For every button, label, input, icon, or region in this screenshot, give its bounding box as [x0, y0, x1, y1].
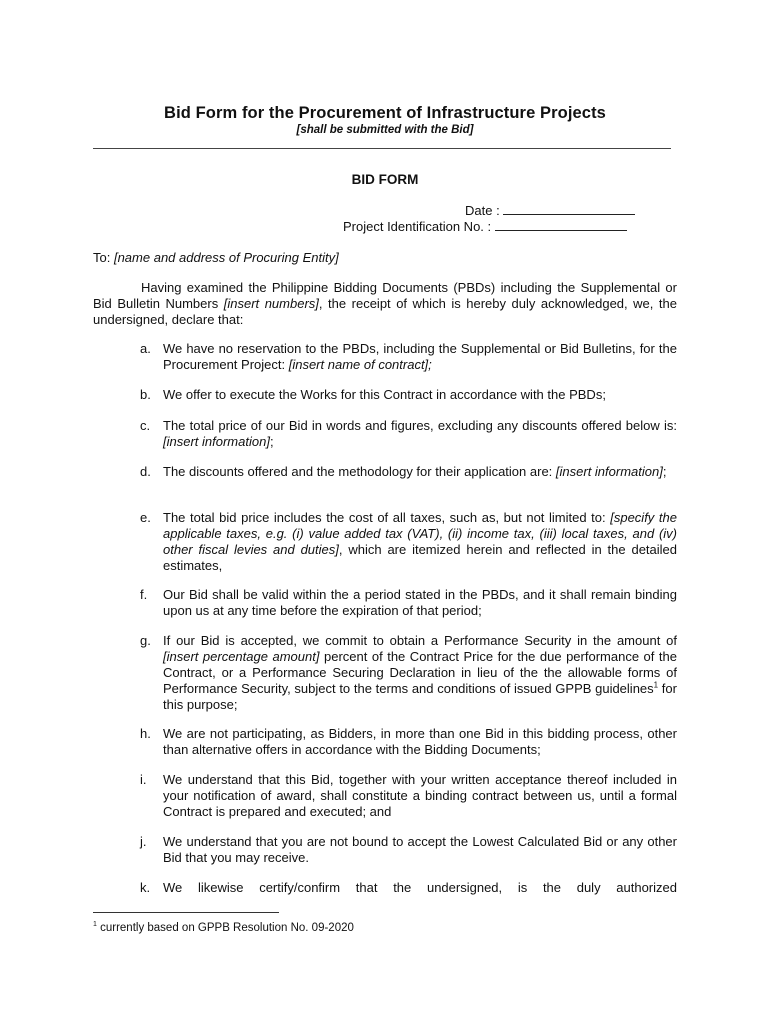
form-heading: BID FORM	[351, 172, 419, 187]
list-marker: i.	[140, 772, 147, 787]
item-placeholder: [specify the applicable taxes, e.g. (i) value added tax (VAT), (ii) income tax, (iii) local taxes, and (iv) other fiscal levies and duties]	[163, 510, 677, 557]
intro-placeholder: [insert numbers]	[223, 296, 319, 311]
list-marker: j.	[140, 834, 147, 849]
date-label: Date :	[465, 203, 500, 218]
item-text: We have no reservation to the PBDs, including the Supplemental or Bid Bulletins, for the Procurement Project:	[163, 341, 677, 372]
date-blank	[503, 203, 635, 215]
document-subtitle: [shall be submitted with the Bid]	[296, 124, 474, 136]
list-item-d	[140, 464, 677, 480]
list-item-j	[140, 834, 677, 866]
header-divider	[93, 148, 671, 149]
item-placeholder: [insert information]	[555, 464, 663, 479]
footnote	[93, 922, 354, 934]
item-text: We are not participating, as Bidders, in more than one Bid in this bidding process, other than alternative offers in accordance with the Bidding Documents;	[163, 726, 677, 757]
list-marker: k.	[140, 880, 151, 895]
list-item-f	[140, 587, 677, 619]
intro-text-1: Having examined the Philippine Bidding Documents (PBDs) including the Supplemental or Bid Bulletin Numbers	[93, 280, 677, 311]
item-text: Our Bid shall be valid within the a period stated in the PBDs, and it shall remain binding upon us at any time before the expiration of that period;	[163, 587, 677, 618]
list-marker: g.	[140, 633, 151, 648]
list-item-i	[140, 772, 677, 820]
item-text: We understand that this Bid, together with your written acceptance thereof included in your notification of award, shall constitute a binding contract between us, until a formal Contract is prepared and executed; and	[163, 772, 677, 819]
item-text: We likewise certify/confirm that the undersigned, is the duly authorized	[163, 880, 677, 895]
list-marker: b.	[140, 387, 151, 402]
intro-paragraph	[93, 280, 677, 328]
item-text: , which are itemized herein and reflected in the detailed estimates,	[163, 542, 677, 573]
list-marker: d.	[140, 464, 151, 479]
list-item-h	[140, 726, 677, 758]
item-placeholder: [insert percentage amount]	[163, 649, 320, 664]
item-text: If our Bid is accepted, we commit to obtain a Performance Security in the amount of	[163, 633, 677, 648]
list-marker: c.	[140, 418, 151, 433]
list-marker: e.	[140, 510, 151, 525]
item-text: ;	[269, 434, 274, 449]
project-id-label: Project Identification No. :	[343, 219, 492, 234]
item-text: percent of the Contract Price for the due performance of the Contract, or a Performance Securing Declaration in lieu of the the allowable forms of Performance Security, subject to the terms and conditions of issued GPPB guidelines	[163, 649, 677, 696]
date-field	[465, 203, 635, 218]
item-text: We understand that you are not bound to accept the Lowest Calculated Bid or any other Bid that you may receive.	[163, 834, 677, 865]
project-id-blank	[495, 219, 627, 231]
footnote-reference: 1	[653, 680, 659, 690]
addressee-prefix: To:	[93, 250, 111, 265]
list-marker: f.	[140, 587, 148, 602]
list-item-k	[140, 880, 677, 896]
intro-text-2: , the receipt of which is hereby duly acknowledged, we, the undersigned, declare that:	[93, 296, 678, 327]
list-item-b	[140, 387, 677, 403]
footnote-divider	[93, 912, 279, 913]
addressee-line	[93, 250, 339, 265]
item-text: The total bid price includes the cost of all taxes, such as, but not limited to:	[163, 510, 611, 525]
item-placeholder: [insert information]	[163, 434, 270, 449]
list-marker: a.	[140, 341, 151, 356]
project-id-field	[343, 219, 627, 234]
item-placeholder: [insert name of contract];	[288, 357, 432, 372]
list-item-c	[140, 418, 677, 450]
footnote-text: currently based on GPPB Resolution No. 09-2020	[96, 922, 354, 934]
item-text: The total price of our Bid in words and figures, excluding any discounts offered below is:	[163, 418, 677, 433]
footnote-marker: 1	[93, 921, 97, 929]
list-marker: h.	[140, 726, 151, 741]
item-text: ;	[662, 464, 667, 479]
item-text: for this purpose;	[163, 681, 677, 712]
list-item-a	[140, 341, 677, 373]
list-item-e	[140, 510, 677, 574]
list-item-g	[140, 633, 677, 713]
addressee-placeholder: [name and address of Procuring Entity]	[113, 250, 339, 265]
document-title: Bid Form for the Procurement of Infrastructure Projects	[164, 104, 606, 122]
item-text: The discounts offered and the methodology for their application are:	[163, 464, 556, 479]
item-text: We offer to execute the Works for this Contract in accordance with the PBDs;	[163, 387, 606, 402]
